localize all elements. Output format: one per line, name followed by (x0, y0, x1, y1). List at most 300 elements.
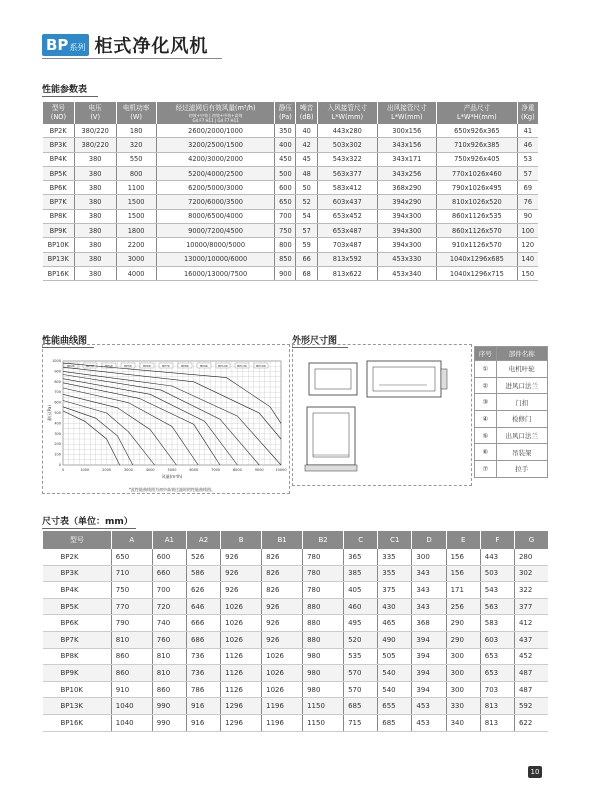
table-cell: 375 (378, 582, 412, 599)
performance-chart (43, 345, 289, 493)
table-cell: 45 (296, 152, 318, 166)
table-cell: 980 (303, 681, 344, 698)
table-cell: 750 (111, 582, 152, 599)
table-cell: 343x156 (377, 138, 437, 152)
y-tick-label: 800 (54, 379, 61, 384)
table-cell: BP3K (43, 565, 112, 582)
table-cell: 69 (517, 181, 538, 195)
table-cell: 1040 (111, 714, 152, 731)
table-cell: 59 (296, 238, 318, 252)
table-cell: 66 (296, 252, 318, 266)
y-tick-label: 0 (58, 463, 61, 467)
table-cell: 786 (186, 681, 220, 698)
table-cell: BP16K (43, 266, 75, 280)
table-cell: 1026 (221, 598, 262, 615)
table-cell: 330 (446, 698, 480, 715)
y-tick-label: 900 (54, 369, 61, 374)
table-cell: 990 (152, 714, 186, 731)
legend-entry: BP7K (162, 363, 170, 368)
table-cell: 拉手 (496, 461, 547, 478)
table-row (43, 698, 549, 715)
table-cell: 860 (111, 665, 152, 682)
y-tick-label: 300 (54, 431, 61, 436)
y-tick-label: 500 (54, 411, 61, 415)
table-cell: 563x377 (318, 166, 378, 180)
table-row (43, 266, 539, 280)
table-row (475, 394, 548, 411)
table-cell: 826 (262, 582, 303, 599)
table-cell: 16000/13000/7500 (156, 266, 275, 280)
table-row (475, 377, 548, 394)
table-cell: 736 (186, 665, 220, 682)
table-cell: 335 (378, 549, 412, 565)
table-cell: 出风口法兰 (496, 427, 547, 444)
table-cell: 453 (412, 698, 446, 715)
outlet-flange (441, 369, 447, 389)
table-cell: BP6K (43, 615, 112, 632)
table-cell: 380 (74, 224, 116, 238)
table-cell: ① (475, 361, 497, 378)
table-cell: 790 (111, 615, 152, 632)
table-cell: 550 (116, 152, 156, 166)
body-view-outline (307, 407, 355, 465)
table-cell: BP6K (43, 181, 75, 195)
table-cell: 490 (378, 631, 412, 648)
table-cell: 343 (412, 598, 446, 615)
table-cell: 380 (74, 152, 116, 166)
table-cell: 880 (303, 631, 344, 648)
table-cell: 760 (152, 631, 186, 648)
table-cell: 570 (344, 681, 378, 698)
perf-col-header: 电机功率 (W) (116, 102, 156, 124)
table-cell: 57 (296, 224, 318, 238)
table-cell: BP5K (43, 166, 75, 180)
legend-entry: BP4K (105, 363, 113, 368)
table-cell: 443 (480, 549, 514, 565)
table-cell: 1026 (262, 648, 303, 665)
size-col-header: C1 (378, 531, 412, 549)
table-cell: 46 (517, 138, 538, 152)
table-cell: 1196 (262, 714, 303, 731)
table-cell: 453x330 (377, 252, 437, 266)
table-cell: BP13K (43, 252, 75, 266)
table-cell: 980 (303, 648, 344, 665)
performance-chart-frame (42, 344, 290, 494)
size-col-header: C (344, 531, 378, 549)
y-tick-label: 200 (54, 442, 61, 447)
table-cell: 368 (412, 615, 446, 632)
legend-entry: BP10K (218, 363, 228, 368)
table-cell: 吊装架 (496, 444, 547, 461)
table-cell: 380 (74, 166, 116, 180)
table-cell: 10000/8000/5000 (156, 238, 275, 252)
x-tick-label: 3000 (123, 468, 133, 472)
table-cell: 256 (446, 598, 480, 615)
table-cell: 540 (378, 681, 412, 698)
table-cell: 860 (111, 648, 152, 665)
x-tick-label: 0 (61, 468, 65, 472)
table-cell: 535 (344, 648, 378, 665)
table-cell: 720 (152, 598, 186, 615)
table-cell: 340 (446, 714, 480, 731)
table-cell: BP4K (43, 582, 112, 599)
table-cell: 1500 (116, 209, 156, 223)
table-cell: 660 (152, 565, 186, 582)
table-cell: 检修门 (496, 411, 547, 428)
table-cell: ② (475, 377, 497, 394)
table-cell: BP2K (43, 549, 112, 565)
table-cell: 543 (480, 582, 514, 599)
table-row (43, 209, 539, 223)
table-cell: 813 (480, 698, 514, 715)
table-cell: 50 (296, 181, 318, 195)
perf-col-header: 经过滤网后有效风量(m³/h) 初效+中效 | 初效+中效+高效 G4 F7 H11 | G4 F7 H11 (156, 102, 275, 124)
table-cell: 2600/2000/1000 (156, 124, 275, 138)
table-cell: 926 (221, 582, 262, 599)
table-cell: 405 (344, 582, 378, 599)
table-cell: BP13K (43, 698, 112, 715)
table-cell: 540 (378, 665, 412, 682)
size-section-title: 尺寸表（单位：mm） (42, 514, 136, 529)
table-cell: 487 (514, 681, 548, 698)
table-cell: 3000 (116, 252, 156, 266)
table-cell: 586 (186, 565, 220, 582)
table-cell: 6200/5000/3000 (156, 181, 275, 195)
table-cell: 394x300 (377, 238, 437, 252)
table-cell: 1126 (221, 648, 262, 665)
table-row (43, 681, 549, 698)
table-cell: 900 (275, 266, 296, 280)
table-cell: 2200 (116, 238, 156, 252)
table-cell: 电机叶轮 (496, 361, 547, 378)
size-col-header: F (480, 531, 514, 549)
table-row (43, 549, 549, 565)
legend-entry: BP16K (256, 363, 266, 368)
table-cell: 910 (111, 681, 152, 698)
table-cell: 1026 (221, 615, 262, 632)
y-tick-label: 400 (54, 421, 61, 426)
table-cell: 583x412 (318, 181, 378, 195)
table-cell: 1026 (262, 681, 303, 698)
y-tick-label: 600 (54, 400, 61, 405)
size-col-header: 型号 (43, 531, 112, 549)
table-cell: 52 (296, 195, 318, 209)
table-cell: BP3K (43, 138, 75, 152)
perf-col-header: 电压 (V) (74, 102, 116, 124)
table-cell: 380 (74, 181, 116, 195)
size-col-header: G (514, 531, 548, 549)
table-row (43, 195, 539, 209)
x-tick-label: 2000 (102, 468, 112, 472)
table-cell: 1196 (262, 698, 303, 715)
table-cell: 156 (446, 565, 480, 582)
table-cell: 710x926x385 (437, 138, 518, 152)
table-cell: 394 (412, 648, 446, 665)
table-cell: 355 (378, 565, 412, 582)
table-cell: 790x1026x495 (437, 181, 518, 195)
table-cell: 300x156 (377, 124, 437, 138)
table-cell: 780 (303, 565, 344, 582)
table-cell: 495 (344, 615, 378, 632)
table-row (475, 427, 548, 444)
table-cell: ③ (475, 394, 497, 411)
table-cell: 54 (296, 209, 318, 223)
table-cell: 653x452 (318, 209, 378, 223)
parts-col-header: 序号 (475, 347, 497, 361)
table-cell: 150 (517, 266, 538, 280)
table-cell: BP10K (43, 681, 112, 698)
y-tick-label: 1000 (52, 359, 61, 363)
table-cell: 520 (344, 631, 378, 648)
table-cell: 653 (480, 665, 514, 682)
table-cell: 100 (517, 224, 538, 238)
table-cell: 703x487 (318, 238, 378, 252)
table-cell: 1150 (303, 698, 344, 715)
table-cell: 503x302 (318, 138, 378, 152)
legend-entry: BP6K (143, 363, 151, 368)
table-row (475, 444, 548, 461)
table-cell: 703 (480, 681, 514, 698)
table-cell: 926 (262, 615, 303, 632)
table-cell: 368x290 (377, 181, 437, 195)
table-cell: 655 (378, 698, 412, 715)
table-cell: 412 (514, 615, 548, 632)
size-col-header: A (111, 531, 152, 549)
table-cell: 926 (221, 549, 262, 565)
table-row (43, 714, 549, 731)
table-cell: 603x437 (318, 195, 378, 209)
table-cell: 280 (514, 549, 548, 565)
perf-col-header: 净重 (Kg) (517, 102, 538, 124)
table-cell: 3200/2500/1500 (156, 138, 275, 152)
table-cell: 322 (514, 582, 548, 599)
table-cell: 430 (378, 598, 412, 615)
parts-col-header: 部件名称 (496, 347, 547, 361)
table-cell: 48 (296, 166, 318, 180)
series-badge: BP系列 (42, 34, 89, 56)
table-cell: 650 (275, 195, 296, 209)
table-cell: 800 (275, 238, 296, 252)
table-cell: 41 (517, 124, 538, 138)
table-cell: 1296 (221, 698, 262, 715)
table-cell: 365 (344, 549, 378, 565)
chart-section-title: 性能曲线图 (42, 333, 94, 348)
table-cell: 350 (275, 124, 296, 138)
table-cell: 592 (514, 698, 548, 715)
table-cell: 1100 (116, 181, 156, 195)
table-row (43, 252, 539, 266)
table-row (43, 181, 539, 195)
legend-entry: BP3K (86, 363, 94, 368)
dimension-drawing (293, 345, 471, 485)
table-cell: 685 (344, 698, 378, 715)
table-cell: 750 (275, 224, 296, 238)
dims-section-title: 外形尺寸图 (292, 333, 348, 348)
table-row (43, 665, 549, 682)
table-cell: 4000 (116, 266, 156, 280)
chart-note: *此性能曲线图为初中高效过滤时的性能曲线图。 (129, 487, 215, 492)
table-cell: 622 (514, 714, 548, 731)
table-cell: 700 (275, 209, 296, 223)
table-cell: 453x340 (377, 266, 437, 280)
table-cell: 813x622 (318, 266, 378, 280)
table-cell: ④ (475, 411, 497, 428)
table-cell: 800 (116, 166, 156, 180)
table-cell: 120 (517, 238, 538, 252)
perf-table (42, 102, 538, 281)
table-cell: 686 (186, 631, 220, 648)
perf-col-header: 产品尺寸 L*W*H(mm) (437, 102, 518, 124)
legend-entry: BP5K (124, 363, 132, 368)
table-cell: 380/220 (74, 138, 116, 152)
table-cell: 650 (111, 549, 152, 565)
table-cell: BP4K (43, 152, 75, 166)
table-cell: BP2K (43, 124, 75, 138)
table-cell: 380 (74, 252, 116, 266)
table-cell: 452 (514, 648, 548, 665)
table-cell: 650x926x365 (437, 124, 518, 138)
table-cell: 343x171 (377, 152, 437, 166)
table-cell: 813x592 (318, 252, 378, 266)
perf-col-header: 静压 (Pa) (275, 102, 296, 124)
x-tick-label: 4000 (145, 468, 155, 472)
table-cell: 1296 (221, 714, 262, 731)
side-view-outline (367, 361, 441, 397)
table-cell: BP8K (43, 648, 112, 665)
x-tick-label: 9000 (254, 468, 264, 472)
x-tick-label: 8000 (232, 468, 242, 472)
table-cell: 543x322 (318, 152, 378, 166)
table-cell: 450 (275, 152, 296, 166)
table-cell: ⑥ (475, 444, 497, 461)
size-col-header: A2 (186, 531, 220, 549)
table-row (43, 138, 539, 152)
perf-col-header: 出风接管尺寸 L*W(mm) (377, 102, 437, 124)
table-cell: 780 (303, 549, 344, 565)
table-cell: 505 (378, 648, 412, 665)
table-cell: 13000/10000/6000 (156, 252, 275, 266)
table-cell: 813 (480, 714, 514, 731)
table-cell: 290 (446, 615, 480, 632)
table-cell: 1040x1296x685 (437, 252, 518, 266)
table-cell: 850 (275, 252, 296, 266)
table-cell: 1126 (221, 681, 262, 698)
table-cell: 600 (275, 181, 296, 195)
table-cell: 563 (480, 598, 514, 615)
table-cell: 880 (303, 598, 344, 615)
y-tick-label: 100 (54, 452, 61, 457)
table-cell: 826 (262, 549, 303, 565)
table-cell: 770x1026x460 (437, 166, 518, 180)
front-view-outline (309, 363, 357, 395)
table-row (43, 648, 549, 665)
table-cell: 380 (74, 195, 116, 209)
table-cell: 626 (186, 582, 220, 599)
table-cell: 90 (517, 209, 538, 223)
table-cell: 385 (344, 565, 378, 582)
table-row (475, 411, 548, 428)
table-cell: 42 (296, 138, 318, 152)
table-cell: 980 (303, 665, 344, 682)
table-cell: 40 (296, 124, 318, 138)
table-cell: 750x926x405 (437, 152, 518, 166)
table-cell: 380 (74, 209, 116, 223)
table-cell: 600 (152, 549, 186, 565)
table-cell: 570 (344, 665, 378, 682)
table-row (43, 582, 549, 599)
table-cell: 68 (296, 266, 318, 280)
table-cell: 394 (412, 665, 446, 682)
legend-entry: BP13K (237, 363, 247, 368)
table-cell: 740 (152, 615, 186, 632)
perf-section-title: 性能参数表 (42, 82, 98, 97)
perf-col-header: 入风接管尺寸 L*W(mm) (318, 102, 378, 124)
table-cell: BP9K (43, 665, 112, 682)
table-cell: 990 (152, 698, 186, 715)
table-cell: BP7K (43, 631, 112, 648)
table-cell: 926 (221, 565, 262, 582)
table-cell: 810x1026x520 (437, 195, 518, 209)
table-cell: 646 (186, 598, 220, 615)
table-cell: 140 (517, 252, 538, 266)
table-cell: 700 (152, 582, 186, 599)
table-cell: 860x1126x535 (437, 209, 518, 223)
table-cell: 343 (412, 582, 446, 599)
table-cell: 583 (480, 615, 514, 632)
table-cell: 394x300 (377, 209, 437, 223)
table-cell: 860x1126x570 (437, 224, 518, 238)
table-cell: 394x300 (377, 224, 437, 238)
table-row (43, 615, 549, 632)
table-cell: 653 (480, 648, 514, 665)
table-row (43, 631, 549, 648)
table-cell: 门扣 (496, 394, 547, 411)
table-cell: 76 (517, 195, 538, 209)
x-tick-label: 6000 (189, 468, 199, 472)
table-cell: 9000/7200/4500 (156, 224, 275, 238)
table-cell: 394 (412, 681, 446, 698)
table-cell: 343x256 (377, 166, 437, 180)
table-cell: 进风口法兰 (496, 377, 547, 394)
table-cell: 715 (344, 714, 378, 731)
table-cell: 377 (514, 598, 548, 615)
table-cell: 343 (412, 565, 446, 582)
table-cell: 394 (412, 631, 446, 648)
table-row (43, 598, 549, 615)
table-cell: 710 (111, 565, 152, 582)
table-cell: 380 (74, 238, 116, 252)
table-row (43, 565, 549, 582)
perf-col-header: 噪音 (dB) (296, 102, 318, 124)
table-cell: 290 (446, 631, 480, 648)
table-row (475, 461, 548, 478)
table-cell: 1026 (221, 631, 262, 648)
x-tick-label: 1000 (80, 468, 90, 472)
table-cell: BP8K (43, 209, 75, 223)
table-cell: 910x1126x570 (437, 238, 518, 252)
size-col-header: D (412, 531, 446, 549)
table-cell: 302 (514, 565, 548, 582)
size-table (42, 531, 548, 732)
x-tick-label: 7000 (211, 468, 221, 472)
table-cell: 653x487 (318, 224, 378, 238)
table-cell: 926 (262, 598, 303, 615)
table-row (43, 224, 539, 238)
page-header (42, 34, 208, 56)
y-axis-label: 静压(Pa) (47, 405, 52, 421)
table-cell: 300 (446, 681, 480, 698)
table-cell: 53 (517, 152, 538, 166)
